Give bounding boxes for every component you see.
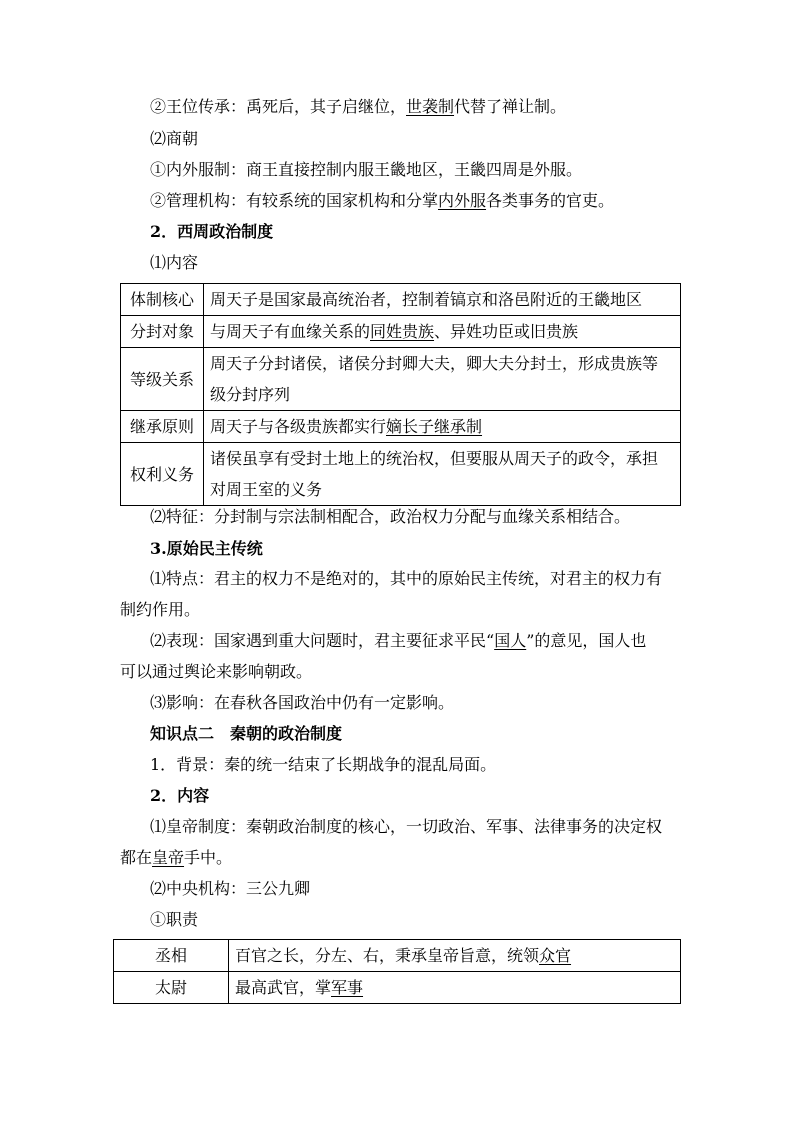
table-row: [114, 972, 681, 1004]
text-line: ②王位传承：禹死后，其子启继位，世袭制代替了禅让制。: [150, 97, 567, 116]
text-line: ⑴特点：君主的权力不是绝对的，其中的原始民主传统，对君主的权力有: [150, 569, 663, 588]
table-value: 与周天子有血缘关系的同姓贵族、异姓功臣或旧贵族: [204, 316, 681, 348]
section-heading: ⑴内容: [150, 253, 199, 272]
underlined-term: 国人: [494, 631, 527, 650]
table-key: 丞相: [114, 940, 229, 972]
table-value: 诸侯虽享有受封土地上的统治权，但要服从周天子的政令，承担 对周王室的义务: [204, 443, 681, 506]
underlined-term: 众官: [539, 946, 572, 965]
section-heading: 2．西周政治制度: [150, 222, 274, 241]
zhou-system-table: [120, 283, 681, 506]
section-heading: 2．内容: [150, 786, 210, 805]
table-key: 继承原则: [121, 411, 204, 443]
table-row: [121, 411, 681, 443]
table-key: 分封对象: [121, 316, 204, 348]
table-key: 等级关系: [121, 348, 204, 411]
table-value: 周天子是国家最高统治者，控制着镐京和洛邑附近的王畿地区: [204, 284, 681, 316]
text-line: ⑵中央机构：三公九卿: [150, 879, 311, 898]
underlined-term: 嫡长子继承制: [386, 417, 483, 436]
table-row: [121, 316, 681, 348]
section-heading: 3.原始民主传统: [150, 539, 263, 558]
qin-officials-table: [113, 939, 681, 1004]
table-value: 周天子分封诸侯，诸侯分封卿大夫，卿大夫分封士，形成贵族等 级分封序列: [204, 348, 681, 411]
text-line: ⑶影响：在春秋各国政治中仍有一定影响。: [150, 693, 455, 712]
underlined-term: 世袭制: [406, 97, 455, 116]
text-line: ⑴皇帝制度：秦朝政治制度的核心，一切政治、军事、法律事务的决定权: [150, 817, 663, 836]
underlined-term: 内外服: [438, 191, 487, 210]
underlined-term: 军事: [331, 978, 364, 997]
underlined-term: 同姓贵族: [370, 322, 435, 341]
text-line: 可以通过舆论来影响朝政。: [120, 662, 313, 681]
table-value: 周天子与各级贵族都实行嫡长子继承制: [204, 411, 681, 443]
table-key: 太尉: [114, 972, 229, 1004]
table-value: 百官之长，分左、右，秉承皇帝旨意，统领众官: [229, 940, 681, 972]
table-value: 最高武官，掌军事: [229, 972, 681, 1004]
underlined-term: 皇帝: [152, 848, 185, 867]
section-heading: ⑵商朝: [150, 129, 199, 148]
table-row: [121, 284, 681, 316]
text-line: ②管理机构：有较系统的国家机构和分掌内外服各类事务的官吏。: [150, 191, 615, 210]
text-line: ①职责: [150, 910, 199, 929]
text-line: ⑵特征：分封制与宗法制相配合，政治权力分配与血缘关系相结合。: [150, 507, 631, 526]
text-line: 制约作用。: [120, 600, 201, 619]
table-row: [114, 940, 681, 972]
text-line: 1．背景：秦的统一结束了长期战争的混乱局面。: [150, 755, 497, 774]
text-line: ①内外服制：商王直接控制内服王畿地区，王畿四周是外服。: [150, 160, 583, 179]
table-row: [121, 348, 681, 411]
table-row: [121, 443, 681, 506]
section-heading: 知识点二 秦朝的政治制度: [150, 724, 343, 743]
table-key: 权利义务: [121, 443, 204, 506]
table-key: 体制核心: [121, 284, 204, 316]
text-line: ⑵表现：国家遇到重大问题时，君主要征求平民“国人”的意见，国人也: [150, 631, 647, 650]
text-line: 都在皇帝手中。: [120, 848, 233, 867]
